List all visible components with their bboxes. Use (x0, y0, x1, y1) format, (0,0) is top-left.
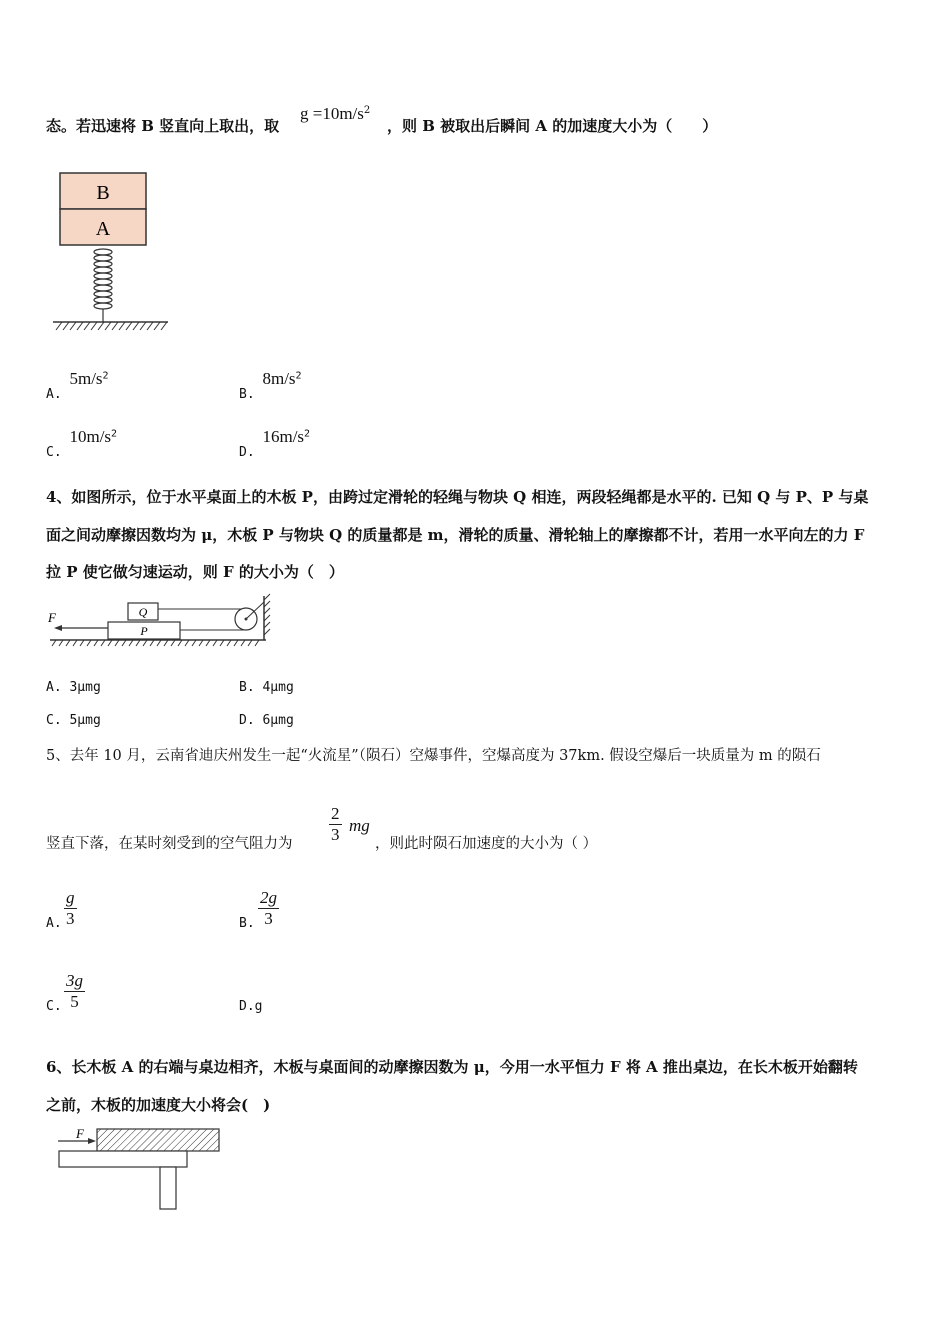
q3-question-tail (387, 115, 717, 136)
q5-frac-num: 2 (331, 804, 340, 823)
q5-option-d-letter: D. (239, 999, 255, 1014)
q3-text-b: ，则 B 被取出后瞬间 A 的加速度大小为（ ） (387, 117, 718, 135)
q5-drag-fraction (329, 804, 342, 845)
q6-line-2: 之前，木板的加速度大小将会( ) (46, 1096, 271, 1114)
ground-hatch (56, 322, 167, 330)
q3-text-a: 态。若迅速将 B 竖直向上取出，取 (46, 117, 280, 135)
q3-g-sup: 2 (363, 105, 371, 116)
q3-question-line (46, 115, 279, 136)
q5-line-2a: 竖直下落，在某时刻受到的空气阻力为 (46, 836, 293, 852)
q5-option-a-fraction (64, 888, 77, 929)
q3-spring-figure (48, 168, 178, 338)
block-a-label: A (95, 218, 111, 240)
q4-line-3: 拉 P 使它做匀速运动，则 F 的大小为（ ） (46, 563, 344, 581)
q6-line-1: 6、长木板 A 的右端与桌边相齐，木板与桌面间的动摩擦因数为 μ，今用一水平恒力 F 将 A 推出桌边，在长木板开始翻转 (46, 1058, 858, 1076)
q5-option-b-fraction (258, 888, 279, 929)
q5-line-2b: ，则此时陨石加速度的大小为（ ） (375, 836, 598, 852)
q5-option-a-num: g (66, 888, 75, 907)
q3-option-c-letter: C. (46, 445, 62, 460)
q4-option-a[interactable]: A. 3μmg (46, 680, 101, 695)
q4-pulley-figure (44, 592, 284, 652)
q3-g-value: g =10m/s (300, 104, 364, 123)
q3-option-a-letter: A. (46, 387, 62, 402)
q5-option-d[interactable] (239, 999, 262, 1014)
q4-line-2: 面之间动摩擦因数均为 μ，木板 P 与物块 Q 的质量都是 m，滑轮的质量、滑轮轴上的摩擦都不计，若用一水平向左的力 F (46, 526, 865, 544)
block-q-label: Q (138, 605, 148, 619)
q5-frac-den: 3 (331, 825, 340, 844)
q5-option-b-den: 3 (264, 909, 273, 928)
table-hatch (52, 640, 259, 646)
q6-arrow-head (88, 1138, 96, 1144)
q5-line-1: 5、去年 10 月，云南省迪庆州发生一起“火流星”（陨石）空爆事件，空爆高度为 37km. 假设空爆后一块质量为 m 的陨石 (46, 748, 821, 764)
board-a (97, 1129, 219, 1151)
q3-option-a-value: 5m/s (69, 369, 103, 388)
q4-force-label: F (48, 610, 56, 625)
q3-option-d-letter: D. (239, 445, 255, 460)
q3-option-d[interactable] (239, 427, 311, 460)
q5-option-c-den: 5 (70, 992, 79, 1011)
q4-option-d[interactable]: D. 6μmg (239, 713, 294, 728)
q5-frac-tail: mg (349, 816, 370, 835)
q3-option-b-letter: B. (239, 387, 255, 402)
q3-option-d-sup: 2 (304, 428, 311, 440)
q6-force-label: F (76, 1126, 84, 1141)
q5-option-b-letter: B. (239, 916, 255, 931)
q3-option-a-sup: 2 (102, 370, 109, 382)
q5-option-c-fraction (64, 971, 85, 1012)
wall-hatch (264, 594, 270, 635)
q4-option-c[interactable]: C. 5μmg (46, 713, 101, 728)
block-b-label: B (96, 182, 110, 204)
q3-option-c[interactable] (46, 427, 118, 460)
spring (94, 249, 112, 322)
q3-option-c-sup: 2 (111, 428, 118, 440)
board-p-label: P (140, 624, 148, 638)
q3-option-a[interactable] (46, 369, 109, 402)
q5-option-c-letter: C. (46, 999, 62, 1014)
table-leg (160, 1167, 176, 1209)
q5-option-a-den: 3 (66, 909, 75, 928)
q5-option-a-letter: A. (46, 916, 62, 931)
q3-option-b[interactable] (239, 369, 302, 402)
q3-option-b-value: 8m/s (262, 369, 296, 388)
q3-option-b-sup: 2 (295, 370, 302, 382)
q4-option-b[interactable]: B. 4μmg (239, 680, 294, 695)
q4-arrow-head (54, 625, 62, 631)
table-top (59, 1151, 187, 1167)
q6-board-figure (56, 1124, 226, 1214)
q4-line-1: 4、如图所示，位于水平桌面上的木板 P，由跨过定滑轮的轻绳与物块 Q 相连，两段轻绳都是水平的. 已知 Q 与 P、P 与桌 (46, 488, 869, 506)
q5-option-d-value: g (254, 999, 263, 1014)
q5-option-b-num: 2g (260, 888, 277, 907)
q5-option-c-num: 3g (66, 971, 83, 990)
q3-g-expression (300, 104, 370, 124)
q3-option-c-value: 10m/s (69, 427, 112, 446)
q3-option-d-value: 16m/s (262, 427, 305, 446)
